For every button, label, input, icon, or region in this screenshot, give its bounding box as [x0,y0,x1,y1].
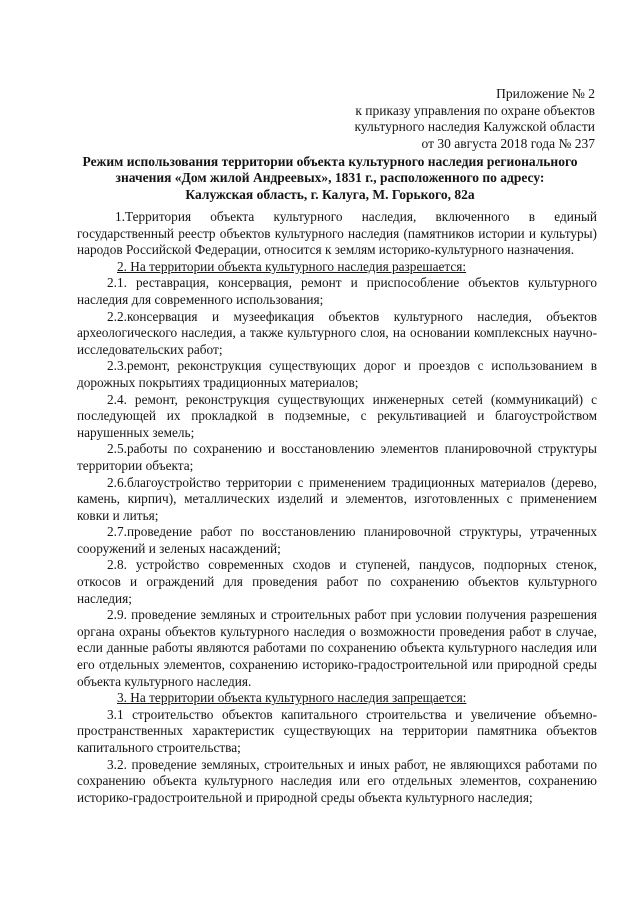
appendix-authority: культурного наследия Калужской области [354,119,595,135]
title-line-1: Режим использования территории объекта культурного наследия регионального [82,154,578,169]
appendix-date: от 30 августа 2018 года № 237 [421,135,595,151]
appendix-order-ref: к приказу управления по охране объектов [355,102,595,118]
section-2-heading [77,259,597,276]
clause-3-1: 3.1 строительство объектов капитального строительства и увеличение объемно-пространственных характеристик существующих на территории памятника объектов капитального строительства; [77,706,597,755]
clause-2-3: 2.3.ремонт, реконструкция существующих дорог и проездов с использованием в дорожных покрытиях традиционных материалов; [77,358,597,390]
appendix-number: Приложение № 2 [496,86,595,101]
paragraph-1: 1.Территория объекта культурного наследия, включенного в единый государственный реестр объектов культурного наследия (памятников истории и культуры) народов Российской Федерации, относится к землям историко-культурного назначения. [77,209,597,258]
section-3-heading [77,690,597,707]
clause-2-4: 2.4. ремонт, реконструкция существующих инженерных сетей (коммуникаций) с последующей их прокладкой в подземные, с рекультивацией и благоустройством нарушенных земель; [77,391,597,440]
document-title [70,154,590,203]
clause-2-6: 2.6.благоустройство территории с применением традиционных материалов (дерево, камень, кирпич), металлических изделий и элементов, изготовленных с применением ковки и литья; [77,474,597,523]
clause-3-2: 3.2. проведение земляных, строительных и иных работ, не являющихся работами по сохранению объекта культурного наследия или его отдельных элементов, сохранению историко-градостроительной и природной среды объекта культурного наследия; [77,756,597,805]
section-3-heading-text: 3. На территории объекта культурного наследия запрещается: [117,690,467,706]
clause-2-9: 2.9. проведение земляных и строительных работ при условии получения разрешения органа охраны объектов культурного наследия о возможности проведения работ в случае, если данные работы являются работами по сохранению объекта культурного наследия или его отдельных элементов, сохранению историко-градостроительной или природной среды объекта культурного наследия. [77,607,597,689]
document-body [77,209,597,806]
clause-2-7: 2.7.проведение работ по восстановлению планировочной структуры, утраченных сооружений и зеленых насаждений; [77,524,597,556]
clause-2-5: 2.5.работы по сохранению и восстановлению элементов планировочной структуры территории объекта; [77,441,597,473]
clause-2-1: 2.1. реставрация, консервация, ремонт и приспособление объектов культурного наследия для современного использования; [77,275,597,307]
section-2-heading-text: 2. На территории объекта культурного наследия разрешается: [117,258,467,274]
appendix-header [354,86,595,152]
title-line-2: значения «Дом жилой Андреевых», 1831 г., расположенного по адресу: [115,170,545,186]
title-line-3: Калужская область, г. Калуга, М. Горького, 82а [185,186,475,202]
clause-2-2: 2.2.консервация и музеефикация объектов культурного наследия, объектов археологического наследия, а также культурного слоя, на основании комплексных научно-исследовательских работ; [77,308,597,357]
clause-2-8: 2.8. устройство современных сходов и ступеней, пандусов, подпорных стенок, откосов и ограждений для проведения работ по сохранению объектов культурного наследия; [77,557,597,606]
